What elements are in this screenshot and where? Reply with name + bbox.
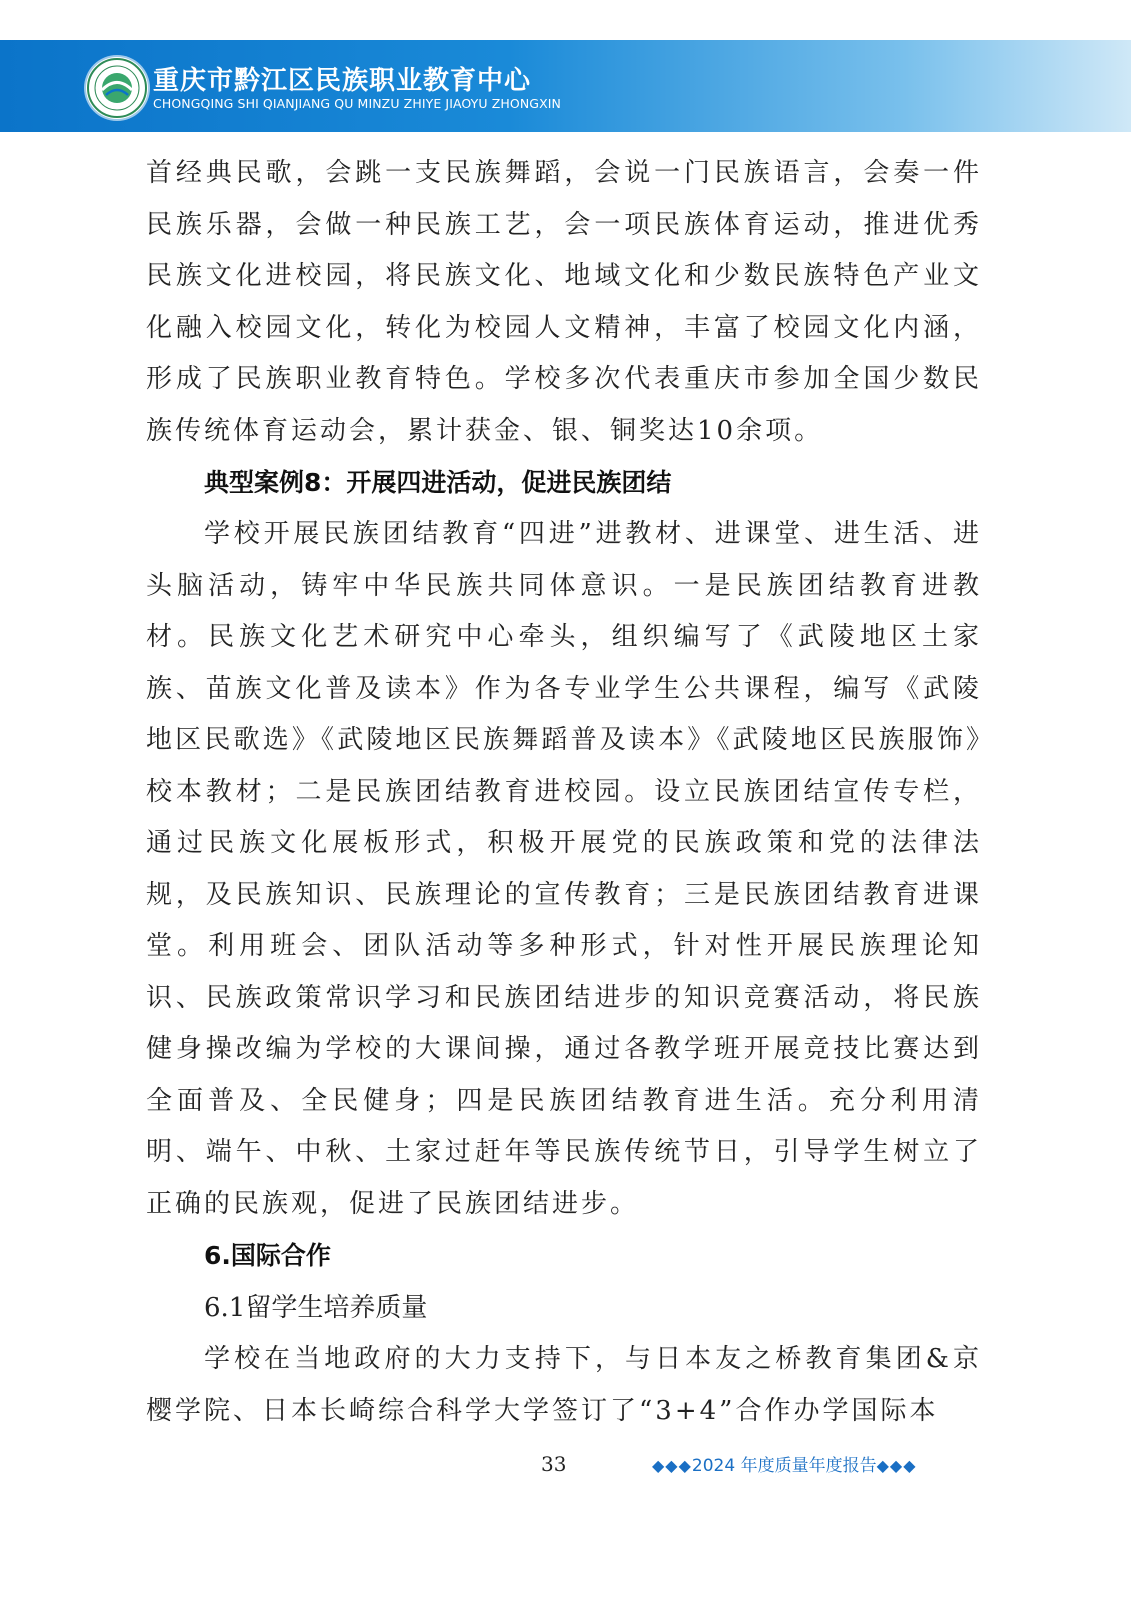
org-name-en: CHONGQING SHI QIANJIANG QU MINZU ZHIYE JIAOYU ZHONGXIN	[153, 96, 561, 111]
paragraph-1: 首经典民歌，会跳一支民族舞蹈，会说一门民族语言，会奏一件民族乐器，会做一种民族工艺，会一项民族体育运动，推进优秀民族文化进校园，将民族文化、地域文化和少数民族特色产业文化融入校园文化，转化为校园人文精神，丰富了校园文化内涵，形成了民族职业教育特色。学校多次代表重庆市参加全国少数民族传统体育运动会，累计获金、银、铜奖达10余项。	[146, 158, 982, 446]
school-emblem-icon	[86, 57, 148, 119]
subsection-heading: 6.1留学生培养质量	[204, 1293, 428, 1323]
school-emblem-graphic	[86, 57, 148, 119]
org-name-cn: 重庆市黔江区民族职业教育中心	[153, 66, 532, 96]
section-heading: 6.国际合作	[204, 1241, 331, 1270]
case-heading: 典型案例8：开展四进活动，促进民族团结	[204, 468, 672, 497]
diamonds-left: ◆◆◆	[652, 1456, 692, 1475]
report-title: 2024 年度质量年度报告	[691, 1456, 877, 1476]
diamonds-right: ◆◆◆	[876, 1456, 917, 1475]
paragraph-2: 学校开展民族团结教育“四进”进教材、进课堂、进生活、进头脑活动，铸牢中华民族共同体意识。一是民族团结教育进教材。民族文化艺术研究中心牵头，组织编写了《武陵地区土家族、苗族文化普及读本》作为各专业学生公共课程，编写《武陵地区民歌选》《武陵地区民族舞蹈普及读本》《武陵地区民族服饰》校本教材；二是民族团结教育进校园。设立民族团结宣传专栏，通过民族文化展板形式，积极开展党的民族政策和党的法律法规，及民族知识、民族理论的宣传教育；三是民族团结教育进课堂。利用班会、团队活动等多种形式，针对性开展民族理论知识、民族政策常识学习和民族团结进步的知识竞赛活动，将民族健身操改编为学校的大课间操，通过各教学班开展竞技比赛达到全面普及、全民健身；四是民族团结教育进生活。充分利用清明、端午、中秋、土家过赶年等民族传统节日，引导学生树立了正确的民族观，促进了民族团结进步。	[146, 519, 982, 1219]
page-number: 33	[541, 1452, 567, 1476]
footer-report-title	[652, 1451, 917, 1476]
page-body	[146, 148, 982, 1437]
paragraph-3: 学校在当地政府的大力支持下，与日本友之桥教育集团&京樱学院、日本长崎综合科学大学签订了“3+4”合作办学国际本	[146, 1344, 982, 1426]
